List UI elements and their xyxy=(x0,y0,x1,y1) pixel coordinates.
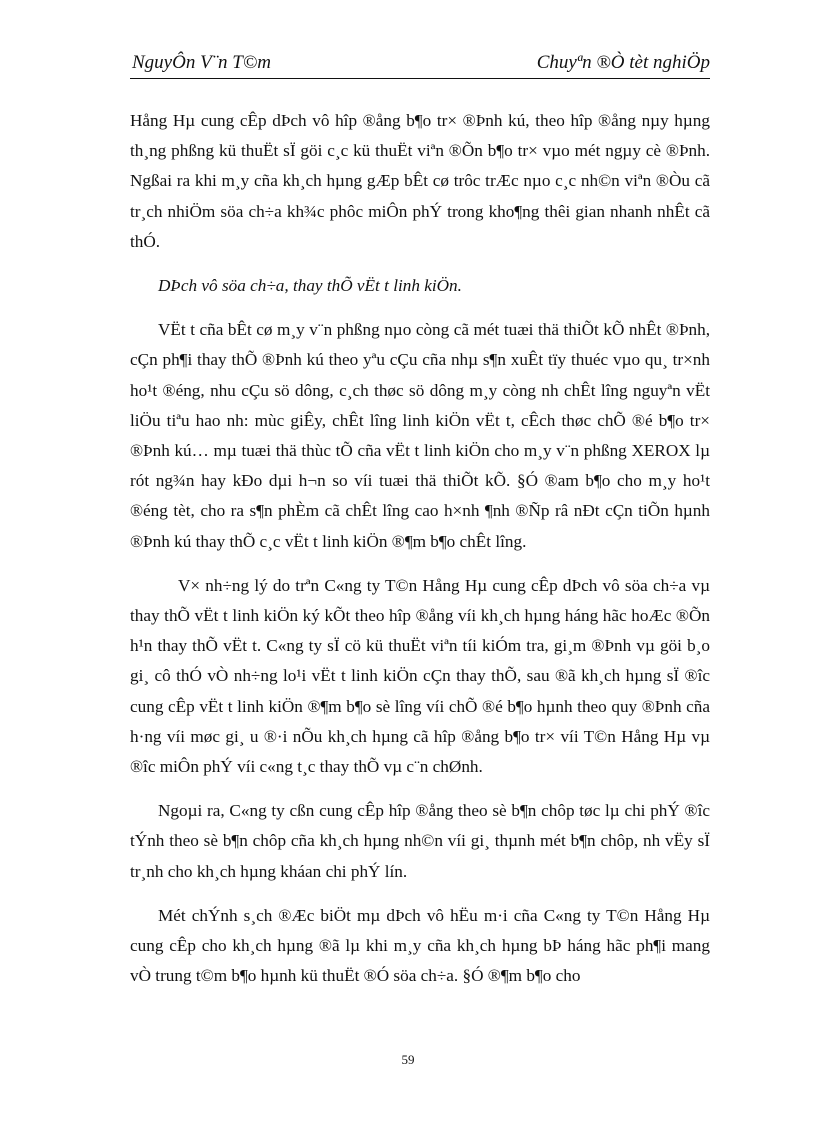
paragraph: VËt t cña bÊt cø m¸y v¨n phßng nµo còng cã mét tuæi thä thiÕt kÕ nhÊt ®Þnh, cÇn ph¶i thay thÕ ®Þnh kú theo yªu cÇu cña nhµ s¶n xuÊt tïy thuéc vµo qu¸ tr×nh ho¹t ®éng, nhu cÇu sö dông, c¸ch thøc sö dông m¸y còng nh chÊt lîng nguyªn vËt liÖu tiªu hao nh: mùc giÊy, chÊt lîng linh kiÖn vËt t, cÊch thøc chÕ ®é b¶o tr× ®Þnh kú… mµ tuæi thä thùc tÕ cña vËt t linh kiÖn cho m¸y v¨n phßng XEROX lµ rót ng¾n hay kÐo dµi h¬n so víi tuæi thä thiÕt kÕ. §Ó ®am b¶o cho m¸y ho¹t ®éng tèt, cho ra s¶n phÈm cã chÊt lîng cao h×nh ¶nh ®Ñp râ nÐt cÇn tiÕn hµnh ®Þnh kú thay thÕ c¸c vËt t linh kiÖn ®¶m b¶o chÊt lîng. xyxy=(130,320,710,551)
section-subheading: DÞch vô söa ch÷a, thay thÕ vËt t linh kiÖn. xyxy=(158,276,462,296)
paragraph: Mét chÝnh s¸ch ®Æc biÖt mµ dÞch vô hËu m·i cña C«ng ty T©n Hång Hµ cung cÊp cho kh¸ch hµng ®ã lµ khi m¸y cña kh¸ch hµng bÞ háng hãc ph¶i mang vÒ trung t©m b¶o hµnh kü thuËt ®Ó söa ch÷a. §Ó ®¶m b¶o cho xyxy=(130,905,710,986)
paragraph: Hång Hµ cung cÊp dÞch vô hîp ®ång b¶o tr× ®Þnh kú, theo hîp ®ång nµy hµng th¸ng phßng kü thuËt sÏ göi c¸c kü thuËt viªn ®Õn b¶o tr× vµo mét ngµy cè ®Þnh. Ngßai ra khi m¸y cña kh¸ch hµng gÆp bÊt cø trôc trÆc nµo c¸c nh©n viªn ®Òu cã tr¸ch nhiÖm söa ch÷a kh¾c phôc miÔn phÝ trong kho¶ng thêi gian nhanh nhÊt cã thÓ. xyxy=(130,111,710,251)
page-number: 59 xyxy=(401,1052,415,1067)
header-author: NguyÔn V¨n T©m xyxy=(132,52,271,73)
page-header xyxy=(130,52,710,79)
paragraph: V× nh÷ng lý do trªn C«ng ty T©n Hång Hµ cung cÊp dÞch vô söa ch÷a vµ thay thÕ vËt t linh kiÖn ký kÕt theo hîp ®ång víi kh¸ch hµng háng hãc hoÆc ®Õn h¹n thay thÕ vËt t. C«ng ty sÏ cö kü thuËt viªn tíi kiÓm tra, gi¸m ®Þnh vµ göi b¸o gi¸ cô thÓ vÒ nh÷ng lo¹i vËt t linh kiÖn cÇn thay thÕ, sau ®ã kh¸ch hµng sÏ ®îc cung cÊp vËt t linh kiÖn ®¶m b¶o sè lîng víi chÕ ®é b¶o hµnh theo quy ®Þnh cña h·ng víi møc gi¸ u ®·i nÕu kh¸ch hµng cã hîp ®ång b¶o tr× víi T©n Hång Hµ vµ ®îc miÔn phÝ víi c«ng t¸c thay thÕ vµ c¨n chØnh. xyxy=(130,575,710,777)
document-body xyxy=(130,106,710,1005)
header-document-title: Chuyªn ®Ò tèt nghiÖp xyxy=(536,52,710,73)
paragraph: Ngoµi ra, C«ng ty cßn cung cÊp hîp ®ång theo sè b¶n chôp tøc lµ chi phÝ ®îc tÝnh theo sè b¶n chôp cña kh¸ch hµng nh©n víi gi¸ thµnh mét b¶n chôp, nh vËy sÏ tr¸nh cho kh¸ch hµng kháan chi phÝ lín. xyxy=(130,801,710,881)
